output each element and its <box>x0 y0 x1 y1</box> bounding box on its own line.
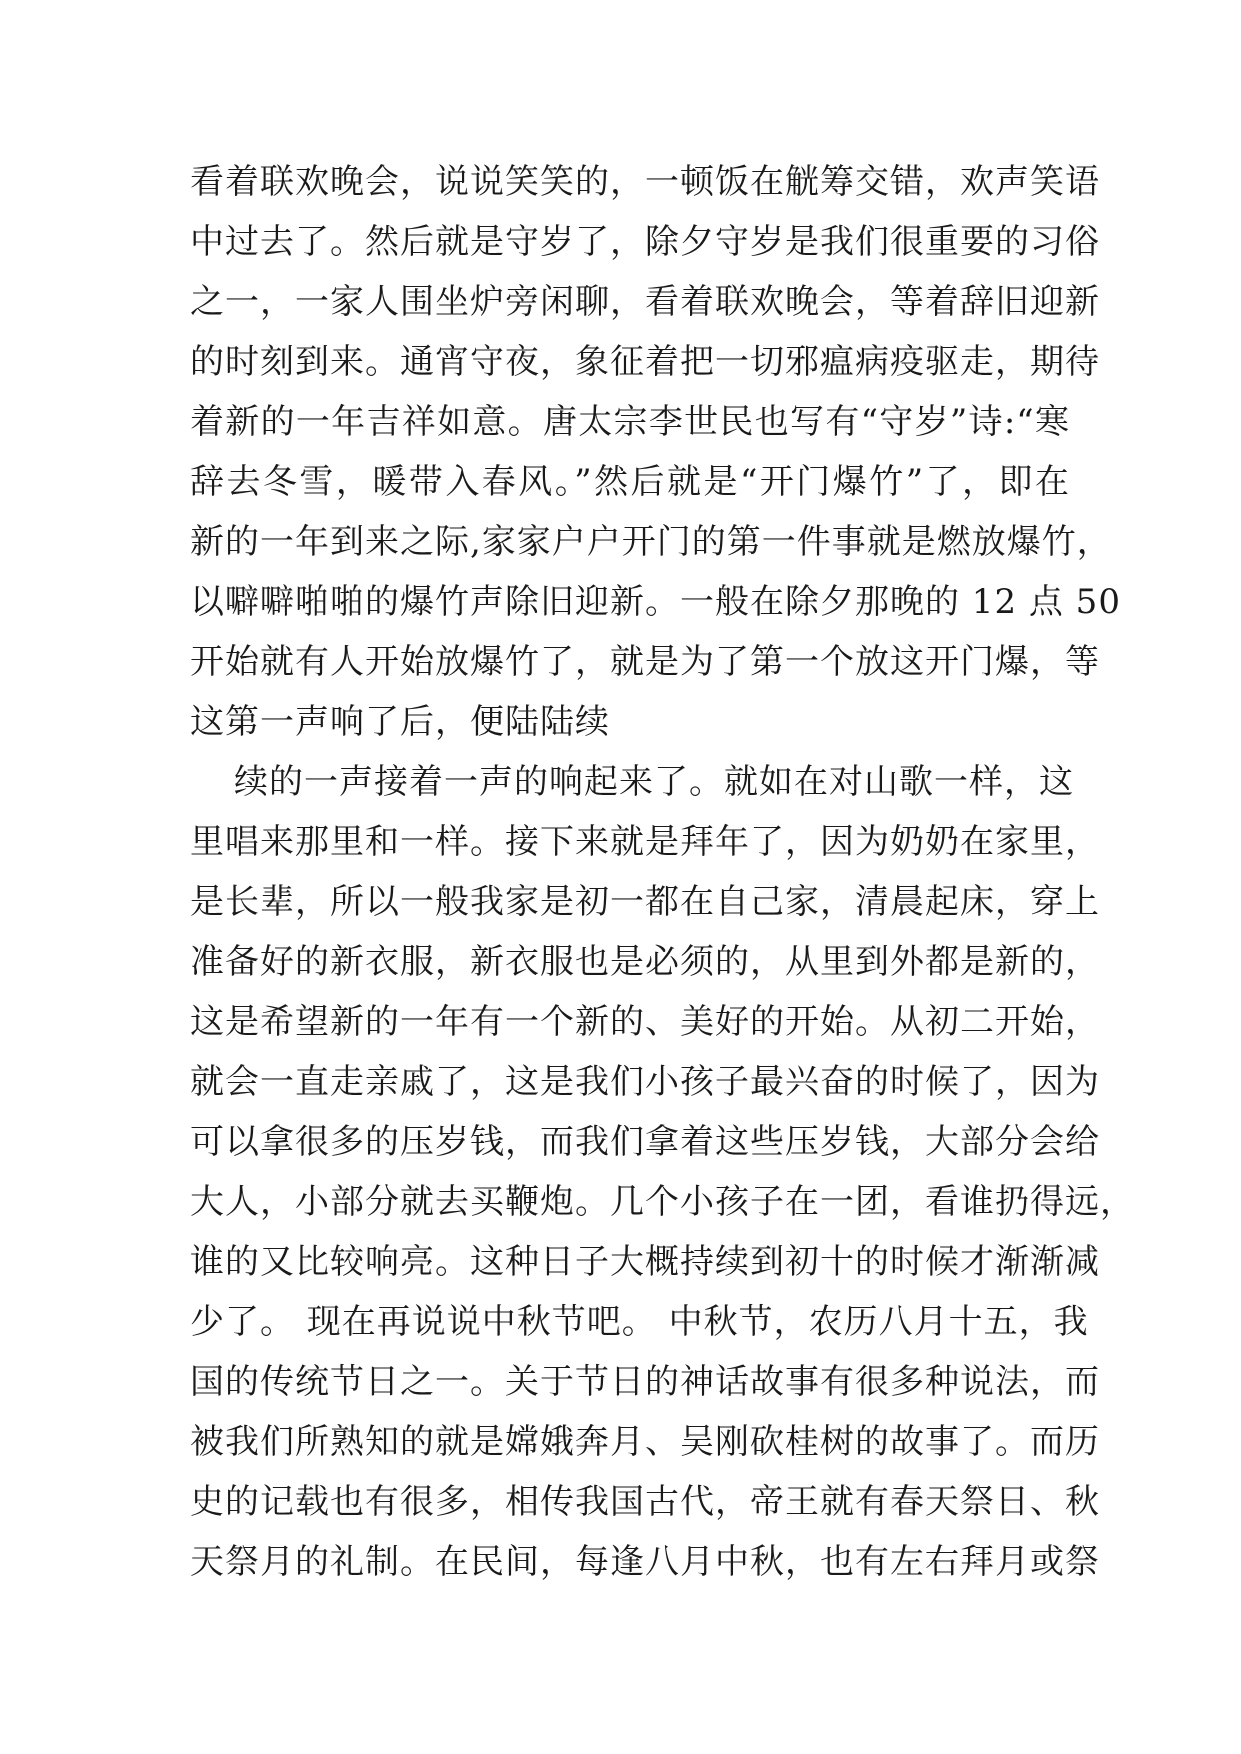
body-text <box>190 152 1135 1592</box>
text-line: 少了。 现在再说说中秋节吧。 中秋节，农历八月十五，我 <box>190 1302 1089 1342</box>
text-line: 以噼噼啪啪的爆竹声除旧迎新。一般在除夕那晚的 12 点 50 <box>190 582 1121 622</box>
text-line: 续的一声接着一声的响起来了。就如在对山歌一样，这 <box>234 762 1074 802</box>
paragraph-2 <box>190 752 1135 1592</box>
text-line: 谁的又比较响亮。这种日子大概持续到初十的时候才渐渐减 <box>190 1242 1100 1282</box>
text-line: 史的记载也有很多，相传我国古代，帝王就有春天祭日、秋 <box>190 1482 1100 1522</box>
text-line: 看着联欢晚会，说说笑笑的，一顿饭在觥筹交错，欢声笑语 <box>190 162 1100 202</box>
text-line: 这第一声响了后，便陆陆续 <box>190 702 610 742</box>
text-line: 可以拿很多的压岁钱，而我们拿着这些压岁钱，大部分会给 <box>190 1122 1100 1162</box>
text-line: 是长辈，所以一般我家是初一都在自己家，清晨起床，穿上 <box>190 882 1100 922</box>
text-line: 这是希望新的一年有一个新的、美好的开始。从初二开始， <box>190 1002 1100 1042</box>
text-line: 着新的一年吉祥如意。唐太宗李世民也写有“守岁”诗:“寒 <box>190 402 1070 442</box>
text-line: 国的传统节日之一。关于节日的神话故事有很多种说法，而 <box>190 1362 1100 1402</box>
text-line: 大人，小部分就去买鞭炮。几个小孩子在一团，看谁扔得远， <box>190 1182 1135 1222</box>
paragraph-1 <box>190 152 1121 752</box>
text-line: 准备好的新衣服，新衣服也是必须的，从里到外都是新的， <box>190 942 1100 982</box>
text-line: 开始就有人开始放爆竹了，就是为了第一个放这开门爆，等 <box>190 642 1100 682</box>
text-line: 就会一直走亲戚了，这是我们小孩子最兴奋的时候了，因为 <box>190 1062 1100 1102</box>
text-line: 辞去冬雪，暖带入春风。”然后就是“开门爆竹”了，即在 <box>190 462 1070 502</box>
text-line: 被我们所熟知的就是嫦娥奔月、吴刚砍桂树的故事了。而历 <box>190 1422 1100 1462</box>
text-line: 天祭月的礼制。在民间，每逢八月中秋，也有左右拜月或祭 <box>190 1542 1100 1582</box>
text-line: 的时刻到来。通宵守夜，象征着把一切邪瘟病疫驱走，期待 <box>190 342 1100 382</box>
text-line: 新的一年到来之际,家家户户开门的第一件事就是燃放爆竹， <box>190 522 1112 562</box>
text-line: 里唱来那里和一样。接下来就是拜年了，因为奶奶在家里， <box>190 822 1100 862</box>
text-line: 之一，一家人围坐炉旁闲聊，看着联欢晚会，等着辞旧迎新 <box>190 282 1100 322</box>
text-line: 中过去了。然后就是守岁了，除夕守岁是我们很重要的习俗 <box>190 222 1100 262</box>
